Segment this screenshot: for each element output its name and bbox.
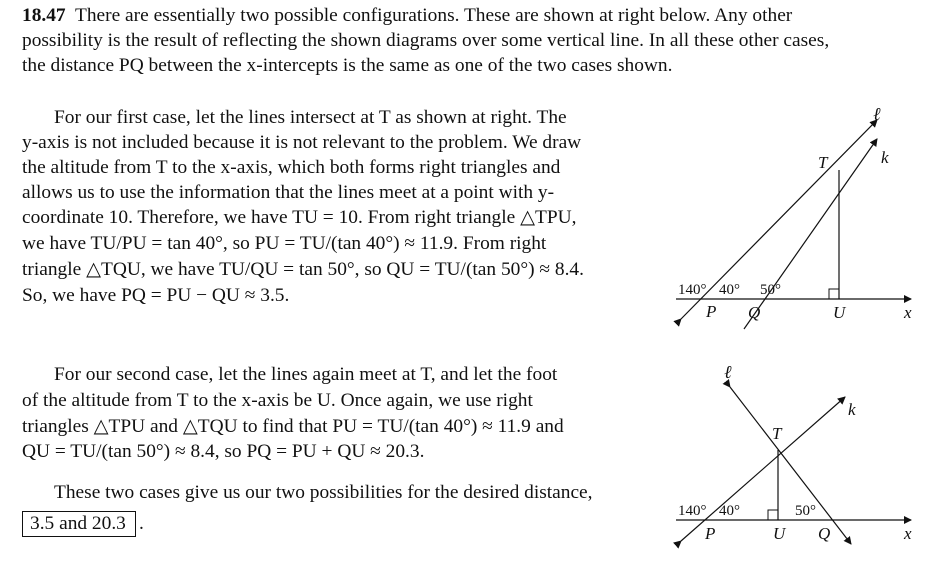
label-angle-50-2: 50° (795, 503, 816, 519)
case1-line-1: For our first case, let the lines intersect at T as shown at right. The (54, 107, 567, 128)
intro-line-3: the distance PQ between the x-intercepts is the same as one of the two cases shown. (22, 55, 673, 76)
case2-line-1: For our second case, let the lines again meet at T, and let the foot (54, 364, 558, 385)
label-T-1: T (818, 153, 828, 172)
label-x-2: x (904, 524, 912, 543)
case2-line-3: triangles △TPU and △TQU to find that PU = TU/(tan 40°) ≈ 11.9 and (22, 416, 564, 437)
label-angle-50-1: 50° (760, 282, 781, 298)
label-Q-1: Q (748, 303, 761, 322)
label-ell-1: ℓ (873, 104, 881, 124)
case1-line-6: we have TU/PU = tan 40°, so PU = TU/(tan 40°) ≈ 11.9. From right (22, 233, 547, 254)
label-U-2: U (773, 524, 786, 543)
conclusion-line: These two cases give us our two possibilities for the desired distance, (54, 482, 593, 503)
case2-line-4: QU = TU/(tan 50°) ≈ 8.4, so PQ = PU + QU ≈ 20.3. (22, 441, 425, 462)
label-angle-40-2: 40° (719, 503, 740, 519)
label-Q-2: Q (818, 524, 831, 543)
label-P-1: P (706, 302, 717, 321)
label-P-2: P (705, 524, 716, 543)
case1-line-5: coordinate 10. Therefore, we have TU = 10. From right triangle △TPU, (22, 207, 577, 228)
case1-line-7: triangle △TQU, we have TU/QU = tan 50°, so QU = TU/(tan 50°) ≈ 8.4. (22, 259, 584, 280)
problem-number: 18.47 (22, 5, 66, 26)
label-angle-140-2: 140° (678, 503, 707, 519)
right-angle-mark-2 (768, 510, 778, 520)
label-k-1: k (881, 148, 889, 167)
label-U-1: U (833, 303, 846, 322)
label-k-2: k (848, 400, 856, 419)
label-angle-140-1: 140° (678, 282, 707, 298)
case2-line-2: of the altitude from T to the x-axis be U. Once again, we use right (22, 390, 533, 411)
label-ell-2: ℓ (724, 362, 732, 382)
case1-line-4: allows us to use the information that the lines meet at a point with y- (22, 182, 555, 203)
label-angle-40-1: 40° (719, 282, 740, 298)
answer-text: 3.5 and 20.3 (30, 513, 126, 534)
case1-line-3: the altitude from T to the x-axis, which both forms right triangles and (22, 157, 561, 178)
intro-line-2: possibility is the result of reflecting the shown diagrams over some vertical line. In all these other cases, (22, 30, 830, 51)
case1-line-8: So, we have PQ = PU − QU ≈ 3.5. (22, 285, 290, 306)
case1-line-2: y-axis is not included because it is not relevant to the problem. We draw (22, 132, 582, 153)
label-x-1: x (904, 303, 912, 322)
intro-text-1: There are essentially two possible configurations. These are shown at right below. Any other (75, 5, 793, 26)
label-T-2: T (772, 424, 782, 443)
answer-end-mark: . (139, 513, 144, 534)
